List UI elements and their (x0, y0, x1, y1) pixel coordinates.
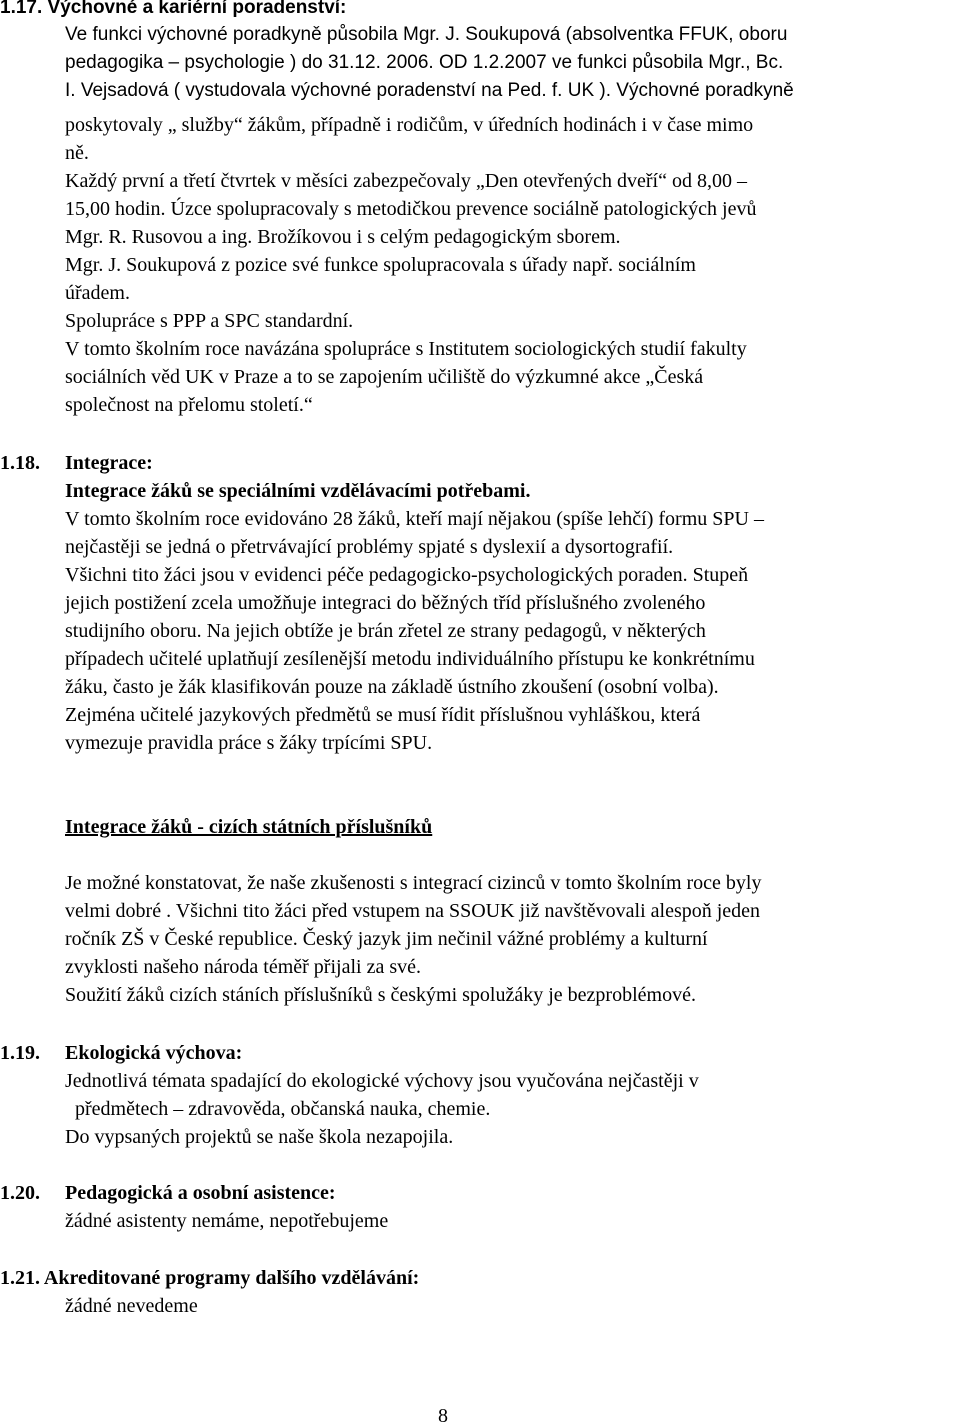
s119-line-3: Do vypsaných projektů se naše škola nezapojila. (65, 1126, 454, 1148)
s117-line-8: Mgr. R. Rusovou a ing. Brožíkovou i s celým pedagogickým sborem. (65, 226, 621, 248)
s117-line-9: Mgr. J. Soukupová z pozice své funkce spolupracovala s úřady např. sociálním (65, 254, 696, 276)
s118-line-3: Všichni tito žáci jsou v evidenci péče pedagogicko-psychologických poraden. Stupeň (65, 564, 749, 586)
s118-line-5: studijního oboru. Na jejich obtíže je brán zřetel ze strany pedagogů, v některých (65, 620, 706, 642)
s117-line-14: společnost na přelomu století.“ (65, 394, 313, 416)
s121-line-1: žádné nevedeme (65, 1295, 198, 1317)
s117-line-3: I. Vejsadová ( vystudovala výchovné poradenství na Ped. f. UK ). Výchovné poradkyně (65, 80, 794, 101)
section-1-20-heading: Pedagogická a osobní asistence: (65, 1182, 336, 1204)
s117-line-1: Ve funkci výchovné poradkyně působila Mgr. J. Soukupová (absolventka FFUK, oboru (65, 24, 788, 45)
s118-line-6: případech učitelé uplatňují zesílenější metodu individuálního přístupu ke konkrétnímu (65, 648, 755, 670)
foreign-line-3: ročník ZŠ v České republice. Český jazyk jim nečinil vážné problémy a kulturní (65, 928, 708, 950)
foreign-line-4: zvyklosti našeho národa téměř přijali za své. (65, 956, 421, 978)
foreign-line-5: Soužití žáků cizích stáních příslušníků s českými spolužáky je bezproblémové. (65, 984, 696, 1006)
s118-line-4: jejich postižení zcela umožňuje integraci do běžných tříd příslušného zvoleného (65, 592, 706, 614)
s117-line-12: V tomto školním roce navázána spolupráce s Institutem sociologických studií fakulty (65, 338, 747, 360)
s117-line-2: pedagogika – psychologie ) do 31.12. 2006. OD 1.2.2007 ve funkci působila Mgr., Bc. (65, 52, 784, 73)
s118-line-8: Zejména učitelé jazykových předmětů se musí řídit příslušnou vyhláškou, která (65, 704, 701, 726)
page-number: 8 (438, 1405, 448, 1427)
s120-line-1: žádné asistenty nemáme, nepotřebujeme (65, 1210, 389, 1232)
s117-line-4: poskytovaly „ služby“ žákům, případně i rodičům, v úředních hodinách i v čase mimo (65, 114, 754, 136)
foreign-line-2: velmi dobré . Všichni tito žáci před vstupem na SSOUK již navštěvovali alespoň jeden (65, 900, 761, 922)
s117-line-6: Každý první a třetí čtvrtek v měsíci zabezpečovaly „Den otevřených dveří“ od 8,00 – (65, 170, 747, 192)
s118-line-9: vymezuje pravidla práce s žáky trpícími SPU. (65, 732, 433, 754)
s118-line-1: V tomto školním roce evidováno 28 žáků, kteří mají nějakou (spíše lehčí) formu SPU – (65, 508, 764, 530)
s118-line-2: nejčastěji se jedná o přetrvávající problémy spjaté s dyslexií a dysortografií. (65, 536, 674, 558)
s117-line-11: Spolupráce s PPP a SPC standardní. (65, 310, 354, 332)
s118-line-7: žáku, často je žák klasifikován pouze na základě ústního zkoušení (osobní volba). (65, 676, 719, 698)
section-1-19-heading: Ekologická výchova: (65, 1042, 243, 1064)
s119-line-1: Jednotlivá témata spadající do ekologické výchovy jsou vyučována nejčastěji v (65, 1070, 699, 1092)
section-1-18-number: 1.18. (0, 452, 40, 474)
s117-line-10: úřadem. (65, 282, 130, 304)
s117-line-13: sociálních věd UK v Praze a to se zapojením učiliště do výzkumné akce „Česká (65, 366, 704, 388)
section-1-20-number: 1.20. (0, 1182, 40, 1204)
s117-line-5: ně. (65, 142, 89, 164)
foreign-line-1: Je možné konstatovat, že naše zkušenosti s integrací cizinců v tomto školním roce byly (65, 872, 762, 894)
foreign-students-heading: Integrace žáků - cizích státních příslušníků (65, 816, 433, 838)
section-1-18-heading: Integrace: (65, 452, 153, 474)
s119-line-2: předmětech – zdravověda, občanská nauka, chemie. (75, 1098, 491, 1120)
section-1-21-heading: 1.21. Akreditované programy dalšího vzdělávání: (0, 1267, 420, 1289)
section-1-18-subheading: Integrace žáků se speciálními vzdělávacími potřebami. (65, 480, 531, 502)
section-1-17-heading: 1.17. Výchovné a kariérní poradenství: (0, 0, 347, 18)
s117-line-7: 15,00 hodin. Úzce spolupracovaly s metodičkou prevence sociálně patologických jevů (65, 198, 757, 220)
section-1-19-number: 1.19. (0, 1042, 40, 1064)
